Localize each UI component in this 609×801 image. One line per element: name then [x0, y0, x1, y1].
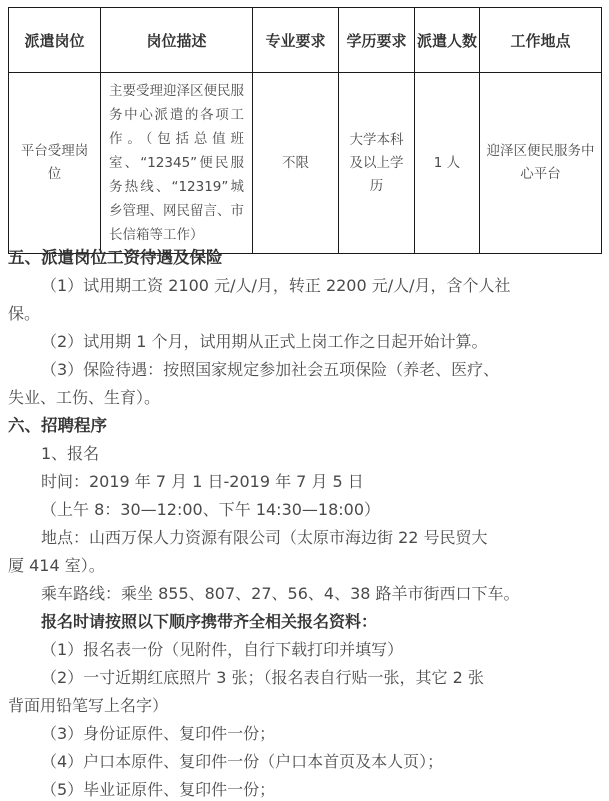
- paragraph-line: （2）试用期 1 个月，试用期从正式上岗工作之日起开始计算。: [41, 332, 488, 351]
- job-table: [8, 7, 602, 254]
- paragraph-line: 厦 414 室）。: [8, 556, 105, 575]
- cell-headcount: 1 人: [415, 73, 480, 254]
- paragraph: [8, 748, 604, 776]
- paragraph-line: （1）试用期工资 2100 元/人/月，转正 2200 元/人/月，含个人社: [41, 276, 511, 295]
- paragraph-line: （1）报名表一份（见附件，自行下载打印并填写）: [41, 640, 404, 659]
- content-paragraphs: [8, 244, 604, 801]
- paragraph: [8, 636, 604, 664]
- paragraph: [8, 580, 604, 608]
- cell-education-requirement: 大学本科及以上学历: [339, 73, 415, 254]
- col-header-major-requirement: 专业要求: [253, 8, 339, 73]
- paragraph-line: （上午 8：30—12:00、下午 14:30—18:00）: [41, 500, 381, 519]
- paragraph-line: 背面用铅笔写上名字）: [8, 696, 169, 715]
- paragraph: [8, 272, 604, 328]
- col-header-job-description: 岗位描述: [101, 8, 253, 73]
- cell-dispatch-position: 平台受理岗位: [9, 73, 101, 254]
- col-header-headcount: 派遣人数: [415, 8, 480, 73]
- col-header-dispatch-position: 派遣岗位: [9, 8, 101, 73]
- paragraph: [8, 412, 604, 440]
- paragraph-line: （3）保险待遇：按照国家规定参加社会五项保险（养老、医疗、: [41, 360, 500, 379]
- paragraph: [8, 720, 604, 748]
- paragraph-line: 报名时请按照以下顺序携带齐全相关报名资料：: [41, 612, 378, 631]
- col-header-work-location: 工作地点: [480, 8, 602, 73]
- paragraph-line: 乘车路线：乘坐 855、807、27、56、4、38 路羊市街西口下车。: [41, 584, 520, 603]
- table-header-row: [9, 8, 602, 73]
- cell-major-requirement: 不限: [253, 73, 339, 254]
- paragraph-line: 1、报名: [41, 444, 100, 463]
- paragraph: [8, 496, 604, 524]
- paragraph: [8, 608, 604, 636]
- paragraph-line: 失业、工伤、生育）。: [8, 388, 161, 407]
- paragraph: [8, 664, 604, 720]
- paragraph-line: （3）身份证原件、复印件一份；: [41, 724, 276, 743]
- paragraph: [8, 776, 604, 801]
- paragraph-line: 地点：山西万保人力资源有限公司（太原市海边街 22 号民贸大: [41, 528, 488, 547]
- paragraph-line: （5）毕业证原件、复印件一份；: [41, 780, 276, 799]
- table-row: [9, 73, 602, 254]
- paragraph-line: 保。: [8, 304, 41, 323]
- cell-job-description: 主要受理迎泽区便民服务中心派遣的各项工作。（包括总值班室、“12345”便民服务热线、“12319”城乡管理、网民留言、市长信箱等工作）: [101, 73, 253, 254]
- paragraph: [8, 328, 604, 356]
- paragraph-line: 五、派遣岗位工资待遇及保险: [8, 248, 223, 267]
- paragraph-line: （4）户口本原件、复印件一份（户口本首页及本人页）；: [41, 752, 444, 771]
- paragraph: [8, 440, 604, 468]
- paragraph-line: （2）一寸近期红底照片 3 张；（报名表自行贴一张，其它 2 张: [41, 668, 484, 687]
- paragraph-line: 时间：2019 年 7 月 1 日-2019 年 7 月 5 日: [41, 472, 364, 491]
- paragraph: [8, 356, 604, 412]
- col-header-education-requirement: 学历要求: [339, 8, 415, 73]
- paragraph: [8, 244, 604, 272]
- paragraph: [8, 524, 604, 580]
- paragraph-line: 六、招聘程序: [8, 416, 107, 435]
- cell-work-location: 迎泽区便民服务中心平台: [480, 73, 602, 254]
- paragraph: [8, 468, 604, 496]
